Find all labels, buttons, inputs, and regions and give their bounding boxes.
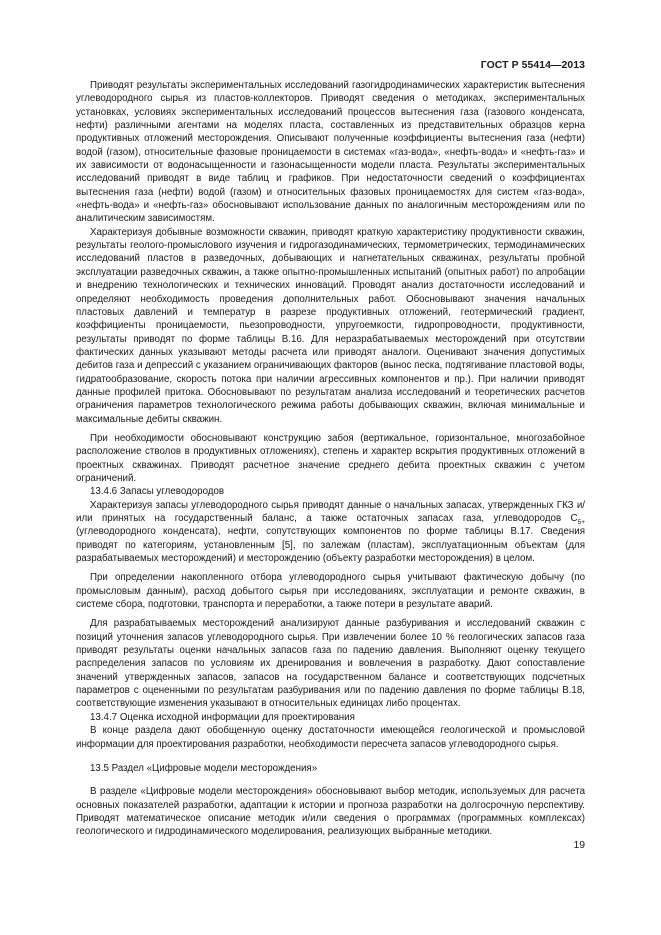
reserves-subscript: 5+ [577,518,585,526]
page-number: 19 [573,840,585,851]
reserves-text-part2: (углеводородного конденсата), нефти, сопутствующих компонентов по форме таблицы В.17. Сведения приводят по категориям, установленным [5], по залежам (пластам), эксплуатационным объектам (для разрабатываемых месторождений) и месторождению (объекту разработки месторождения) в целом. [76,526,585,565]
paragraph-info-assessment: В конце раздела дают обобщенную оценку достаточности имеющейся геологической и промысловой информации для проектирования разработки, необходимости пересчета запасов углеводородного сырья. [76,725,585,750]
paragraph-displacement-results: Приводят результаты экспериментальных исследований газогидродинамических характеристик вытеснения углеводородного сырья из пластов-коллекторов. Приводят сведения о методиках, экспериментальных установках, условиях экспериментальных исследований процессов вытеснения газа (газового конденсата, нефти) различными агентами на моделях пласта, составленных из представительных образцов керна продуктивных отложений месторождения. Описывают полученные коэффициенты вытеснения газа (нефти) водой (газом), относительные фазовые проницаемости в системах «газ-вода», «нефть-вода» и «нефть-газ» и их зависимости от водонасыщенности и газонасыщенности модели пласта. Результаты экспериментальных исследований приводят в виде таблиц и графиков. При недостаточности сведений о коэффициентах вытеснения газа (нефти) водой (газом) и относительных фазовых проницаемостях для систем «газ-вода», «нефть-вода» и «нефть-газ» обосновывают использование данных по аналогичным месторождениям или по аналитическим зависимостям. [76,80,585,225]
heading-13-4-7-initial-info: 13.4.7 Оценка исходной информации для проектирования [90,711,355,723]
document-header: ГОСТ Р 55414—2013 [480,60,585,71]
document-body [76,79,585,839]
heading-13-5-digital-models: 13.5 Раздел «Цифровые модели месторождения» [90,762,318,774]
paragraph-reserves-data [76,499,585,566]
paragraph-digital-models: В разделе «Цифровые модели месторождения» обосновывают выбор методик, используемых для расчета основных показателей разработки, адаптации к истории и прогноза разработки на долгосрочную перспективу. Приводят математическое описание методик и/или сведения о программах (программных комплексах) геологического и гидродинамического моделирования, реализующих выбранные методики. [76,786,585,838]
paragraph-well-productivity: Характеризуя добывные возможности скважин, приводят краткую характеристику продуктивности скважин, результаты геолого-промыслового изучения и гидрогазодинамических, термометрических, термодинамических исследований пластов в разведочных, добывающих и нагнетательных скважинах, результаты пробной эксплуатации разведочных скважин, а также опытно-промышленных испытаний (опытных работ) по апробации и внедрению технологических и технических инноваций. Проводят анализ достаточности исследований и определяют необходимость проведения дополнительных работ. Обосновывают значения начальных пластовых давлений и температур в разрезе продуктивных отложений, геотермический градиент, коэффициенты проницаемости, пьезопроводности, упругоемкости, гидропроводности, продуктивности, результаты приводят по форме таблицы В.16. Для неразрабатываемых месторождений при отсутствии фактических данных указывают методы расчета или приводят аналоги. Оценивают значения допустимых дебитов газа и депрессий с указанием ограничивающих факторов (вынос песка, подтягивание пластовой воды, гидратообразование, скорость потока при наличии агрессивных компонентов и пр.). При наличии приводят данные профилей притока. Обосновывают по результатам анализа исследований и теоретических расчетов ограничения параметров технологического режима работы добывающих скважин, включая минимальные и максимальные дебиты скважин. [76,226,585,425]
paragraph-bottomhole-design: При необходимости обосновывают конструкцию забоя (вертикальное, горизонтальное, многозабойное расположение стволов в продуктивных отложениях), степень и характер вскрытия продуктивных отложений в проектных скважинах. Приводят расчетное значение среднего дебита проектных скважин с учетом ограничений. [76,432,585,484]
heading-13-4-6-reserves: 13.4.6 Запасы углеводородов [90,486,225,498]
reserves-text-part1: Характеризуя запасы углеводородного сырья приводят данные о начальных запасах, утвержденных ГКЗ и/или принятых на государственный баланс, а также остаточных запасах газа, углеводородов С [76,499,585,524]
paragraph-cumulative-production: При определении накопленного отбора углеводородного сырья учитывают фактическую добычу (по промысловым данным), расход добытого сырья при исследованиях, эксплуатации и ремонте скважин, в системе сбора, подготовки, транспорта и переработки, а также потери в результате аварий. [76,572,585,611]
paragraph-reserves-analysis: Для разрабатываемых месторождений анализируют данные разбуривания и исследований скважин с позиций уточнения запасов углеводородного сырья. При извлечении более 10 % геологических запасов газа приводят результаты оценки начальных запасов газа по падению давления. Выполняют оценку текущего распределения запасов по условиям их дренирования и вовлечения в разработку. Дают сопоставление значений утвержденных запасов, запасов на государственном балансе и соответствующих подсчетных параметров с оцененными по результатам разбуривания или по падению давления по форме таблицы В.18, соответствующие изменения указывают в относительных единицах либо процентах. [76,618,585,710]
